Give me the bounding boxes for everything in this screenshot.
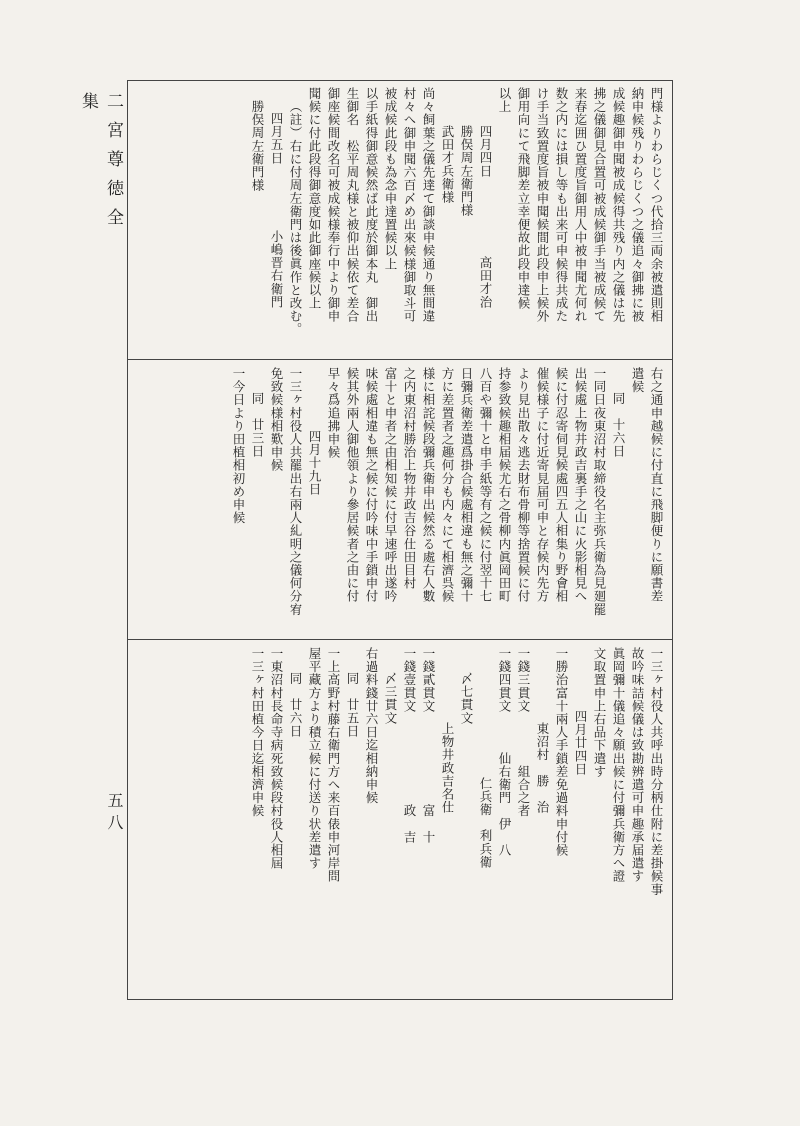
text-column: 一錢三貫文 組合之者 xyxy=(516,647,531,818)
text-column: 同 廿三日 xyxy=(250,392,265,458)
text-column: 日彌兵衛差遣爲掛合候處相違も無之彌十 xyxy=(459,367,474,603)
text-column: 聞候に付此段得御意度如此御座候以上 xyxy=(307,87,322,310)
text-column: 之内東沼村勝治上物井政吉谷仕田目村 xyxy=(402,367,417,590)
text-column: 候に付忍寄伺見候處四五人相集り野會相 xyxy=(554,367,569,603)
text-column: 一三ヶ村田植今日迄相濟申候 xyxy=(250,647,265,818)
text-column: 尚々飼葉之儀先達て御談申候通り無間違 xyxy=(421,87,436,323)
text-column: 村々へ御申聞六百〆め出來候様御取斗可 xyxy=(402,87,417,323)
upper-band xyxy=(128,81,672,359)
band-divider-2 xyxy=(128,639,672,640)
text-column: 富十と申者之由相知候に付早速呼出遂吟 xyxy=(383,367,398,603)
band-divider-1 xyxy=(128,359,672,360)
text-column: 勝俣周左衛門様 xyxy=(459,124,474,217)
text-column: 一同日夜東沼村取締役名主弥兵衛為見廻罷 xyxy=(592,367,607,616)
text-column: 勝俣周左衛門様 xyxy=(250,99,265,192)
text-column: 御用向にて飛脚差立幸便故此段申達候 xyxy=(516,87,531,310)
text-column: 来春迄囲ひ置度旨御用人中被申聞尤何れ xyxy=(573,87,588,323)
text-column: 同 廿六日 xyxy=(288,672,303,738)
text-column: 〆三貫文 xyxy=(383,672,398,725)
text-column: 持参致候趣相届候尤右之骨柳内眞岡田町 xyxy=(497,367,512,603)
text-column: 数之内には損し等も出来可申候得共成た xyxy=(554,87,569,323)
text-column: 武田才兵衛様 xyxy=(440,124,455,204)
text-column: 成候趣御申聞被成候得共残り内之儀は先 xyxy=(611,87,626,323)
text-column: 故吟味詰候儀は致勘辨遣可申趣承届遣す xyxy=(630,647,645,883)
text-column: 候其外兩人御他領より參居候者之由に付 xyxy=(345,367,360,603)
text-column: 一錢貳貫文 富 十 xyxy=(421,647,436,844)
text-column: 東沼村 勝 治 xyxy=(535,722,550,814)
text-column: 一東沼村長命寺病死致候段村役人相屆 xyxy=(269,647,284,870)
text-column: 眞岡彌十儀追々願出候に付彌兵衛方へ證 xyxy=(611,647,626,883)
text-column: 仁兵衛 利兵衛 xyxy=(478,672,493,869)
text-column: け手当致置度旨被申聞候間此段申上候外 xyxy=(535,87,550,323)
text-column: 一三ヶ村役人共呼出時分柄仕附に差掛候事 xyxy=(649,647,664,896)
text-column: 八百や彌十と申手紙等有之候に付翌十七 xyxy=(478,367,493,603)
text-column: 様に相詫候段彌兵衛申出候然る處右人數 xyxy=(421,367,436,603)
text-column: 納申候残りわらじくつ之儀追々御拂に被 xyxy=(630,87,645,323)
text-column: 催候様子に付近寄見届可申と存候内先方 xyxy=(535,367,550,603)
text-column: 生御名 松平周丸様と被仰出候依て差合 xyxy=(345,87,360,323)
text-column: （註）右に付周左衛門は後眞作と改む。 xyxy=(288,99,303,336)
text-column: 御座候間改名可被成候様奉行中より御申 xyxy=(326,87,341,323)
text-column: 被成候此段も為念申達置候以上 xyxy=(383,87,398,271)
text-column: 屋平藏方より積立候に付送り状差遣す xyxy=(307,647,322,870)
text-column: 一錢四貫文 仙右衛門 伊 八 xyxy=(497,647,512,857)
text-column: 右過料錢廿六日迄相納申候 xyxy=(364,647,379,805)
text-column: 右之通申越候に付直に飛脚便りに願書差 xyxy=(649,367,664,603)
text-column: 一今日より田植相初め申候 xyxy=(231,367,246,525)
text-column: 文取置申上右品下遣す xyxy=(592,647,607,778)
text-column: 同 廿五日 xyxy=(345,672,360,738)
text-column: 上物井政吉名仕 xyxy=(440,722,455,814)
text-column: 遣候 xyxy=(630,367,645,394)
text-column: 一錢壹貫文 政 吉 xyxy=(402,647,417,844)
text-column: 〆七貫文 xyxy=(459,672,474,725)
middle-band xyxy=(128,361,672,639)
text-frame xyxy=(127,80,673,1000)
text-column: 一上高野村藤右衛門方へ来百俵申河岸問 xyxy=(326,647,341,883)
lower-band xyxy=(128,641,672,999)
text-column: 同 十六日 xyxy=(611,392,626,458)
text-column: 以手紙得御意候然ば此度於御本丸 御出 xyxy=(364,87,379,323)
text-column: 出候處上物井政吉裏手之山に火影相見へ xyxy=(573,367,588,603)
text-column: 方に差置者之趣何分も内々にて相濟呉候 xyxy=(440,367,455,603)
book-title: 二宮尊徳全集 xyxy=(78,92,123,237)
text-column: 一三ヶ村役人共罷出右兩人糺明之儀何分宥 xyxy=(288,367,303,616)
text-column: 一勝治富十兩人手鎖差免過料申付候 xyxy=(554,647,569,857)
text-column: 四月廿四日 xyxy=(573,709,588,775)
page-number: 五八 xyxy=(105,792,124,836)
text-column: 拂之儀御見合置可被成候御手当被成候て xyxy=(592,87,607,323)
text-column: より見出散々逃去財布骨柳等捨置候に付 xyxy=(516,367,531,603)
text-column: 免致候様相歎申候 xyxy=(269,367,284,472)
text-column: 以上 xyxy=(497,87,512,114)
text-column: 四月四日 高田才治 xyxy=(478,124,493,308)
text-column: 早々爲追拂申候 xyxy=(326,367,341,459)
text-column: 四月五日 小嶋晋右衛門 xyxy=(269,112,284,309)
text-column: 四月十九日 xyxy=(307,429,322,495)
text-column: 味候處相違も無之候に付吟味中手鎖申付 xyxy=(364,367,379,603)
text-column: 門様よりわらじくつ代拾三両余被遣則相 xyxy=(649,87,664,323)
